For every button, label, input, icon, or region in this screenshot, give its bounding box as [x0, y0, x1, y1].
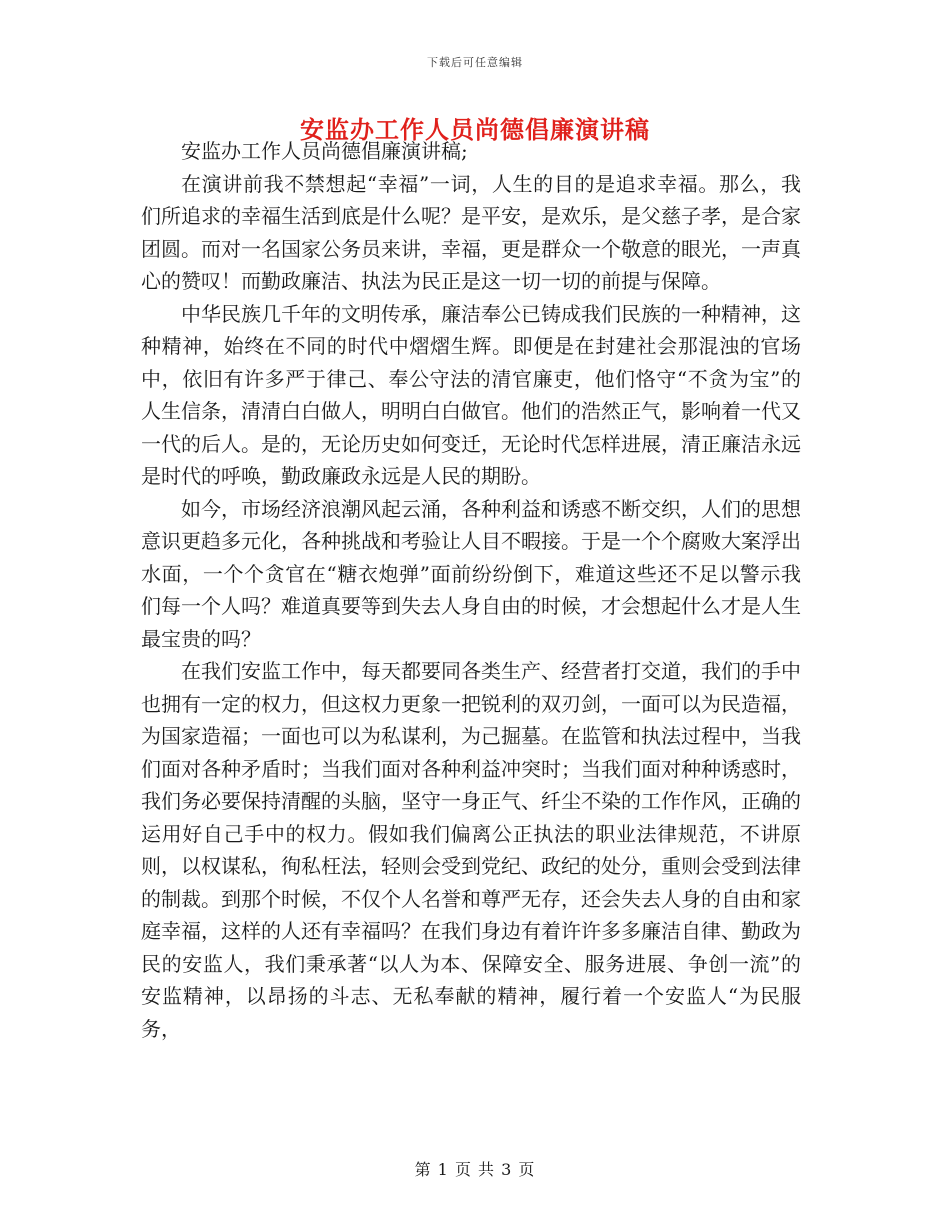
- page-number: 第 1 页 共 3 页: [414, 1160, 536, 1179]
- document-title: 安监办工作人员尚德倡廉演讲稿: [300, 115, 650, 144]
- paragraph: 安监办工作人员尚德倡廉演讲稿;: [181, 139, 468, 163]
- paragraph: 中华民族几千年的文明传承，廉洁奉公已铸成我们民族的一种精神，这种精神，始终在不同的时代中熠熠生辉。即便是在封建社会那混浊的官场中，依旧有许多严于律己、奉公守法的清官廉吏，他们恪守“不贪为宝”的人生信条，清清白白做人，明明白白做官。他们的浩然正气，影响着一代又一代的后人。是的，无论历史如何变迁，无论时代怎样进展，清正廉洁永远是时代的呼唤，勤政廉政永远是人民的期盼。: [141, 301, 801, 488]
- paragraph: 如今，市场经济浪潮风起云涌，各种利益和诱惑不断交织，人们的思想意识更趋多元化，各种挑战和考验让人目不暇接。于是一个个腐败大案浮出水面，一个个贪官在“糖衣炮弹”面前纷纷倒下，难道这些还不足以警示我们每一个人吗？难道真要等到失去人身自由的时候，才会想起什么才是人生最宝贵的吗？: [141, 496, 801, 651]
- paragraph: 在我们安监工作中，每天都要同各类生产、经营者打交道，我们的手中也拥有一定的权力，但这权力更象一把锐利的双刃剑，一面可以为民造福，为国家造福；一面也可以为私谋利，为己掘墓。在监管和执法过程中，当我们面对各种矛盾时；当我们面对各种利益冲突时；当我们面对种种诱惑时，我们务必要保持清醒的头脑，坚守一身正气、纤尘不染的工作作风，正确的运用好自己手中的权力。假如我们偏离公正执法的职业法律规范，不讲原则，以权谋私，徇私枉法，轻则会受到党纪、政纪的处分，重则会受到法律的制裁。到那个时候，不仅个人名誉和尊严无存，还会失去人身的自由和家庭幸福，这样的人还有幸福吗？在我们身边有着许许多多廉洁自律、勤政为民的安监人，我们秉承著“以人为本、保障安全、服务进展、争创一流”的安监精神，以昂扬的斗志、无私奉献的精神，履行着一个安监人“为民服务，: [141, 659, 801, 1041]
- header-note: 下载后可任意编辑: [427, 56, 523, 69]
- document-body: [141, 135, 801, 1045]
- paragraph: 在演讲前我不禁想起“幸福”一词，人生的目的是追求幸福。那么，我们所追求的幸福生活到底是什么呢？是平安，是欢乐，是父慈子孝，是合家团圆。而对一名国家公务员来讲，幸福，更是群众一个敬意的眼光，一声真心的赞叹！而勤政廉洁、执法为民正是这一切一切的前提与保障。: [141, 171, 801, 293]
